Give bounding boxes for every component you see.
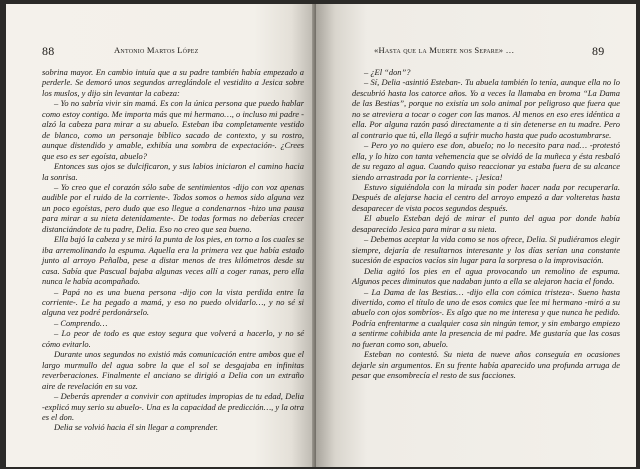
paragraph: Delia se volvió hacia él sin llegar a comprender. — [54, 422, 218, 433]
paragraph: – Yo no sabría vivir sin mamá. Es con la única persona que puedo hablar como estoy contigo. Me importa más que mi hermano…, o incluso mi padre -alzó la cabeza para mirar a su abuelo. Esteban iba completamente vestido de blanco, como un personaje bíblico sacado de contexto, y su rostro, aunque distendido y amable, exhibía una sombra de expectación-. ¿Crees que eso es ser egoísta, abuelo? — [42, 98, 304, 161]
paragraph: Ella bajó la cabeza y se miró la punta de los pies, en torno a los cuales se iba arremolinando la espuma. Aquella era la primera vez que había estado junto al arroyo Peñalba, pese a distar menos de tres kilómetros desde su casa. Sabía que Pascual bajaba algunas veces allí a coger ranas, pero ella nunca le había acompañado. — [42, 234, 304, 287]
paragraph: Delia agitó los pies en el agua provocando un remolino de espuma. Algunos peces diminutos que nadaban junto a ella se alejaron hacia el fondo. — [352, 265, 620, 287]
paragraph: – Deberás aprender a convivir con aptitudes impropias de tu edad, Delia -explicó muy serio su abuelo-. Una es la capacidad de predicción…, y la otra es el don. — [42, 391, 304, 422]
running-head-right: «Hasta que la Muerte nos Separe» … — [374, 45, 515, 55]
paragraph: – Pero yo no quiero ese don, abuelo; no lo necesito para nad… -protestó ella, y lo hizo con tanta vehemencia que se olvidó de la muñeca y ésta resbaló de su regazo al agua. Cuando quiso reaccionar ya estaba fuera de su alcance siendo arrastrada por la corriente-. ¡Jesica! — [352, 140, 620, 182]
paragraph: El abuelo Esteban dejó de mirar el punto del agua por donde había desaparecido Jesica para mirar a su nieta. — [352, 213, 620, 234]
paragraph: – ¿El “don”? — [364, 67, 411, 77]
paragraph: Esteban no contestó. Su nieta de nueve años conseguía en ocasiones dejarle sin argumentos. En su frente había aparecido una profunda arruga de pesar que ensombrecía el resto de sus facciones. — [352, 349, 620, 381]
paragraph: – Yo creo que el corazón sólo sabe de sentimientos -dijo con voz apenas audible por el ruido de la corriente-. Todos somos o hemos sido alguna vez un poco egoístas, pero dudo que eso llegue a condenarnos -hizo una pausa para mirar a su nieta detenidamente-. De todas formas no deberías crecer distanciándote de tu padre, Delia. Eso no creo que sea bueno. — [42, 181, 304, 234]
running-head-left: Antonio Martos López — [114, 45, 199, 55]
page-number-left: 88 — [42, 44, 55, 58]
right-page-body — [352, 67, 620, 381]
paragraph: – La Dama de las Bestias… -dijo ella con cómica tristeza-. Sueno hasta divertido, como el título de uno de esos comics que lee mi hermano -miró a su abuelo con ojos sombríos-. Es algo que no me interesa y que nunca he pedido. Podría enfrentarme a cualquier cosa sin ningún temor, y sin embargo empiezo a sentirme cohibida ante la presencia de mi padre. Me gustaría que las cosas no fueran como son, abuelo. — [352, 286, 620, 349]
left-page — [6, 4, 316, 467]
left-page-body — [42, 67, 304, 433]
paragraph: Estuvo siguiéndola con la mirada sin poder hacer nada por recuperarla. Después de alejarse hacia el centro del arroyo empezó a dar volteretas hasta desaparecer de vista pocos segundos después. — [352, 181, 620, 213]
page-number-right: 89 — [592, 44, 605, 58]
right-page — [316, 4, 636, 467]
paragraph: sobrina mayor. En cambio intuía que a su padre también había empezado a perderle. Se demoró unos segundos arreglándole el vestidito a Jesica sobre los muslos, y dijo sin levantar la cabeza: — [42, 67, 304, 98]
paragraph: Durante unos segundos no existió más comunicación entre ambos que el largo murmullo del agua sobre la que el sol se desgajaba en infinitas reverberaciones. Finalmente el anciano se dirigió a Delia con un extraño aire de revelación en su voz. — [42, 349, 304, 391]
paragraph: – Sí, Delia -asintió Esteban-. Tu abuela también lo tenía, aunque ella no lo descubrió hasta los catorce años. Yo a veces la llamaba en broma “La Dama de las Bestias”, porque no existía un solo animal por peligroso que fuera que no se atreviera a tocar o coger con las manos. Al menos en eso eres idéntica a ella. Por alguna razón pasó directamente a ti sin detenerse en tu madre. Pero al contrario que tú, ella llegó a sufrir mucho hasta que pudo acostumbrarse. — [352, 77, 620, 140]
paragraph: – Lo peor de todo es que estoy segura que volverá a hacerlo, y no sé cómo evitarlo. — [42, 328, 304, 349]
paragraph: Entonces sus ojos se dulcificaron, y sus labios iniciaron el camino hacia la sonrisa. — [42, 161, 304, 182]
paragraph: – Debemos aceptar la vida como se nos ofrece, Delia. Si pudiéramos elegir siempre, dejaría de resultarnos interesante y los días serían una constante sucesión de espacios vacíos sin lugar para la sorpresa o la improvisación. — [352, 234, 620, 266]
paragraph: – Papá no es una buena persona -dijo con la vista perdida entre la corriente-. Le ha pegado a mamá, y eso no puedo olvidarlo…, y no sé si alguna vez podré perdonárselo. — [42, 286, 304, 318]
paragraph: – Comprendo… — [54, 317, 108, 328]
